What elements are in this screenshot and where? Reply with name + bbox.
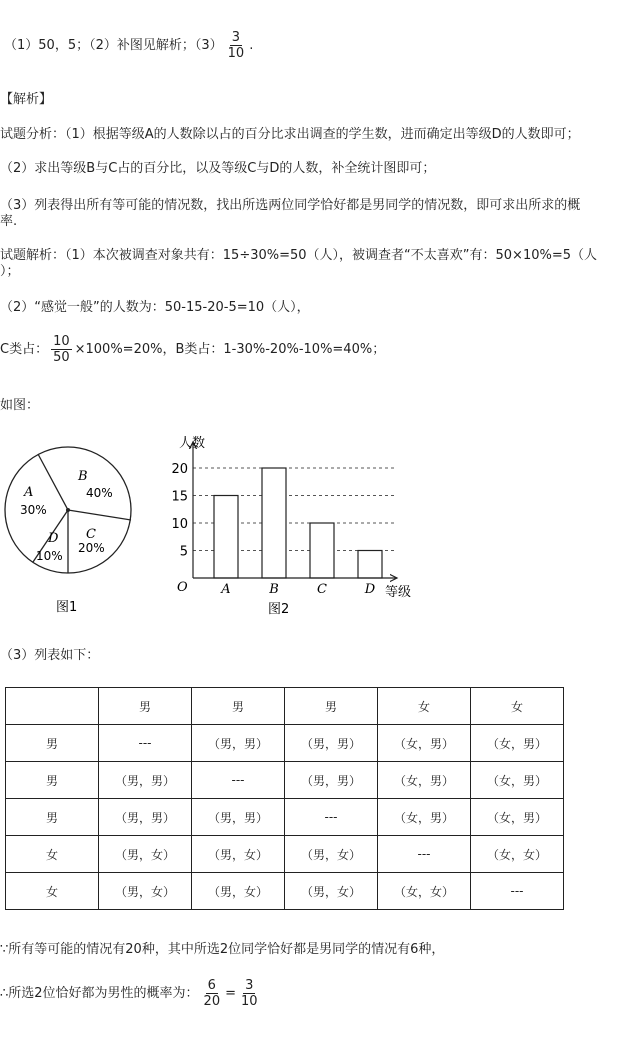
- pie-percent-c: 20%: [78, 541, 105, 555]
- table-row-label: 男: [6, 762, 99, 799]
- analysis-line-1: 试题分析：（1）根据等级A的人数除以占的百分比求出调查的学生数，进而确定出等级D的人数即可；: [0, 127, 580, 142]
- table-row: [6, 725, 564, 762]
- table-cell: （男，女）: [99, 836, 192, 873]
- section-title: 【解析】: [0, 92, 53, 107]
- table-row-label: 男: [6, 725, 99, 762]
- table-cell: （男，女）: [99, 873, 192, 910]
- table-cell: （女，男）: [471, 799, 564, 836]
- origin-label: O: [177, 580, 188, 595]
- f2-den: 10: [241, 994, 258, 1009]
- table-row: [6, 799, 564, 836]
- table-header-cell: 男: [192, 688, 285, 725]
- table-header-cell: 男: [285, 688, 378, 725]
- analysis-line-2: （2）求出等级B与C占的百分比，以及等级C与D的人数，补全统计图即可；: [0, 161, 436, 176]
- bar-d: [358, 551, 382, 579]
- y-tick-label: 15: [171, 489, 188, 505]
- answer-frac-den: 10: [227, 46, 245, 61]
- table-row: [6, 836, 564, 873]
- table-cell: ---: [378, 836, 471, 873]
- c-frac-den: 50: [53, 350, 70, 365]
- table-header-cell: 男: [99, 688, 192, 725]
- conclusion-line-2: [0, 978, 263, 1009]
- c-frac-num: 10: [53, 334, 70, 349]
- answer-fraction: [226, 30, 247, 61]
- table-cell: （女，男）: [471, 725, 564, 762]
- conclusion-line-1: ∵所有等可能的情况有20种，其中所选2位同学恰好都是男同学的情况有6种，: [0, 942, 445, 957]
- table-cell: （女，女）: [471, 836, 564, 873]
- table-cell: （男，男）: [99, 799, 192, 836]
- solution-c-line: [0, 334, 385, 365]
- f1-den: 20: [203, 994, 221, 1009]
- part3-title: （3）列表如下：: [0, 648, 100, 663]
- bar-caption: 图2: [268, 602, 290, 615]
- x-category-label: B: [269, 582, 279, 597]
- solution-line-1a: 试题解析：（1）本次被调查对象共有：15÷30%=50（人），被调查者“不太喜欢”有：50×10%=5（人: [0, 248, 597, 263]
- pie-percent-a: 30%: [20, 503, 47, 517]
- table-cell: （女，男）: [471, 762, 564, 799]
- bar-a: [214, 496, 238, 579]
- table-header-row: [6, 688, 564, 725]
- pie-label-b: B: [78, 469, 88, 484]
- pie-percent-b: 40%: [86, 486, 113, 500]
- table-cell: （女，女）: [378, 873, 471, 910]
- bar-chart: [165, 430, 425, 615]
- as-shown-label: 如图：: [0, 398, 40, 413]
- table-cell: （男，女）: [192, 873, 285, 910]
- solution-line-1b: ）；: [0, 264, 20, 279]
- pie-figure: [0, 440, 140, 620]
- conclusion-eq: =: [225, 986, 236, 1001]
- table-cell: （男，男）: [99, 762, 192, 799]
- c-pre: C类占：: [0, 342, 49, 357]
- table-row-label: 女: [6, 836, 99, 873]
- solution-line-2: （2）“感觉一般”的人数为：50-15-20-5=10（人），: [0, 300, 310, 315]
- y-axis-label: 人数: [179, 436, 206, 451]
- table-cell: （男，男）: [192, 725, 285, 762]
- table-cell: ---: [471, 873, 564, 910]
- pie-label-d: D: [48, 531, 59, 546]
- f2-num: 3: [245, 978, 254, 993]
- table-header-cell: 女: [378, 688, 471, 725]
- bar-b: [262, 468, 286, 578]
- pie-label-c: C: [86, 527, 96, 542]
- table-cell: （男，女）: [285, 873, 378, 910]
- analysis-line-3b: 率.: [0, 214, 18, 229]
- probability-table: [5, 687, 564, 910]
- table-row: [6, 873, 564, 910]
- answer-end: .: [249, 38, 254, 53]
- table-row-label: 男: [6, 799, 99, 836]
- pie-percent-d: 10%: [36, 549, 63, 563]
- table-header-cell: [6, 688, 99, 725]
- table-header-cell: 女: [471, 688, 564, 725]
- table-cell: ---: [285, 799, 378, 836]
- x-axis-label: 等级: [385, 585, 412, 600]
- analysis-line-3a: （3）列表得出所有等可能的情况数，找出所选两位同学恰好都是男同学的情况数，即可求出所求的概: [0, 198, 581, 213]
- answer-text: （1）50，5；（2）补图见解析；（3）: [4, 38, 223, 53]
- table-cell: （男，男）: [192, 799, 285, 836]
- conclusion-pre: ∴所选2位恰好都为男性的概率为：: [0, 986, 199, 1001]
- x-category-label: C: [317, 582, 327, 597]
- table-cell: （女，男）: [378, 799, 471, 836]
- table-cell: （男，男）: [285, 725, 378, 762]
- conclusion-fraction-2: [239, 978, 260, 1009]
- f1-num: 6: [207, 978, 216, 993]
- table-cell: ---: [99, 725, 192, 762]
- x-category-label: A: [221, 582, 231, 597]
- answer-line: [4, 30, 253, 61]
- conclusion-fraction-1: [202, 978, 223, 1009]
- table-cell: （男，男）: [285, 762, 378, 799]
- y-tick-label: 20: [171, 462, 188, 477]
- answer-frac-num: 3: [231, 30, 241, 45]
- c-fraction: [51, 334, 72, 365]
- x-category-label: D: [364, 582, 376, 597]
- pie-label-a: A: [24, 485, 34, 500]
- pie-caption: 图1: [56, 600, 78, 615]
- table-row-label: 女: [6, 873, 99, 910]
- table-cell: （男，女）: [285, 836, 378, 873]
- table-cell: （男，女）: [192, 836, 285, 873]
- table-cell: （女，男）: [378, 725, 471, 762]
- table-cell: ---: [192, 762, 285, 799]
- table-row: [6, 762, 564, 799]
- bar-c: [310, 523, 334, 578]
- y-tick-label: 10: [171, 517, 188, 532]
- c-post: ×100%=20%，B类占：1-30%-20%-10%=40%；: [74, 342, 386, 357]
- table-cell: （女，男）: [378, 762, 471, 799]
- y-tick-label: 5: [179, 544, 188, 560]
- pie-center: [66, 508, 70, 512]
